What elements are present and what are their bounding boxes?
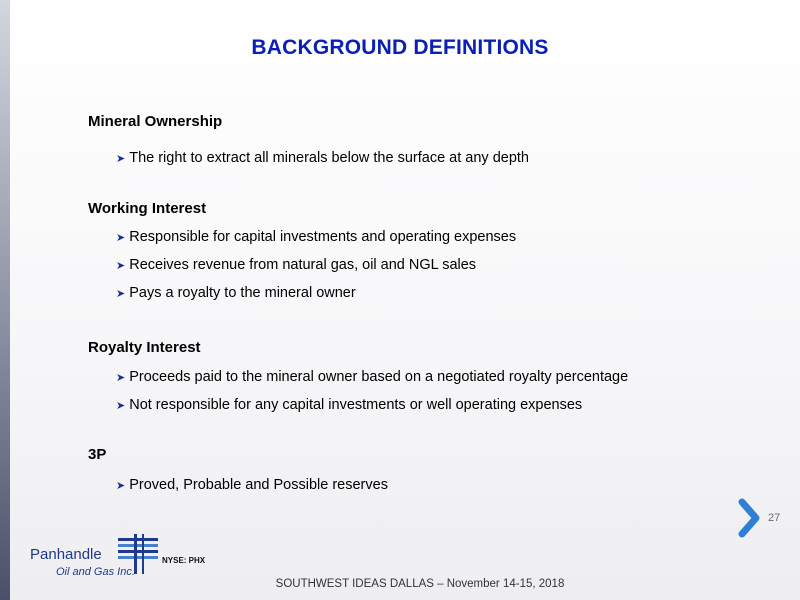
bullet-text: Proved, Probable and Possible reserves: [129, 477, 388, 493]
arrow-bullet-icon: ➤: [116, 152, 126, 165]
bullet-text: Pays a royalty to the mineral owner: [129, 285, 356, 301]
left-accent-bar: [0, 0, 10, 600]
page-number: 27: [768, 512, 781, 524]
bullet-text: Proceeds paid to the mineral owner based on a negotiated royalty percentage: [129, 369, 629, 385]
arrow-bullet-icon: ➤: [116, 231, 126, 244]
footer-event: SOUTHWEST IDEAS DALLAS – November 14-15, 2018: [275, 578, 565, 590]
arrow-bullet-icon: ➤: [116, 371, 126, 384]
arrow-bullet-icon: ➤: [116, 287, 126, 300]
list-item: [116, 397, 582, 413]
list-item: [116, 285, 356, 301]
bullet-text: Receives revenue from natural gas, oil and NGL sales: [129, 257, 477, 273]
section-heading-working-interest: Working Interest: [88, 200, 207, 217]
chevron-right-icon[interactable]: [736, 498, 762, 538]
section-heading-3p: 3P: [88, 446, 107, 463]
list-item: [116, 229, 516, 245]
bullet-text: Responsible for capital investments and operating expenses: [129, 229, 517, 245]
list-item: [116, 150, 529, 166]
logo-name: Panhandle: [30, 546, 102, 563]
logo-subtitle: Oil and Gas Inc.: [56, 566, 135, 578]
bullet-text: The right to extract all minerals below the surface at any depth: [129, 150, 529, 166]
arrow-bullet-icon: ➤: [116, 259, 126, 272]
arrow-bullet-icon: ➤: [116, 399, 126, 412]
list-item: [116, 477, 388, 493]
list-item: [116, 369, 628, 385]
logo-ticker: NYSE: PHX: [162, 556, 206, 565]
list-item: [116, 257, 476, 273]
section-heading-royalty-interest: Royalty Interest: [88, 339, 201, 356]
slide-title: BACKGROUND DEFINITIONS: [251, 36, 549, 59]
bullet-text: Not responsible for any capital investments or well operating expenses: [129, 397, 583, 413]
section-heading-mineral-ownership: Mineral Ownership: [88, 113, 223, 130]
arrow-bullet-icon: ➤: [116, 479, 126, 492]
